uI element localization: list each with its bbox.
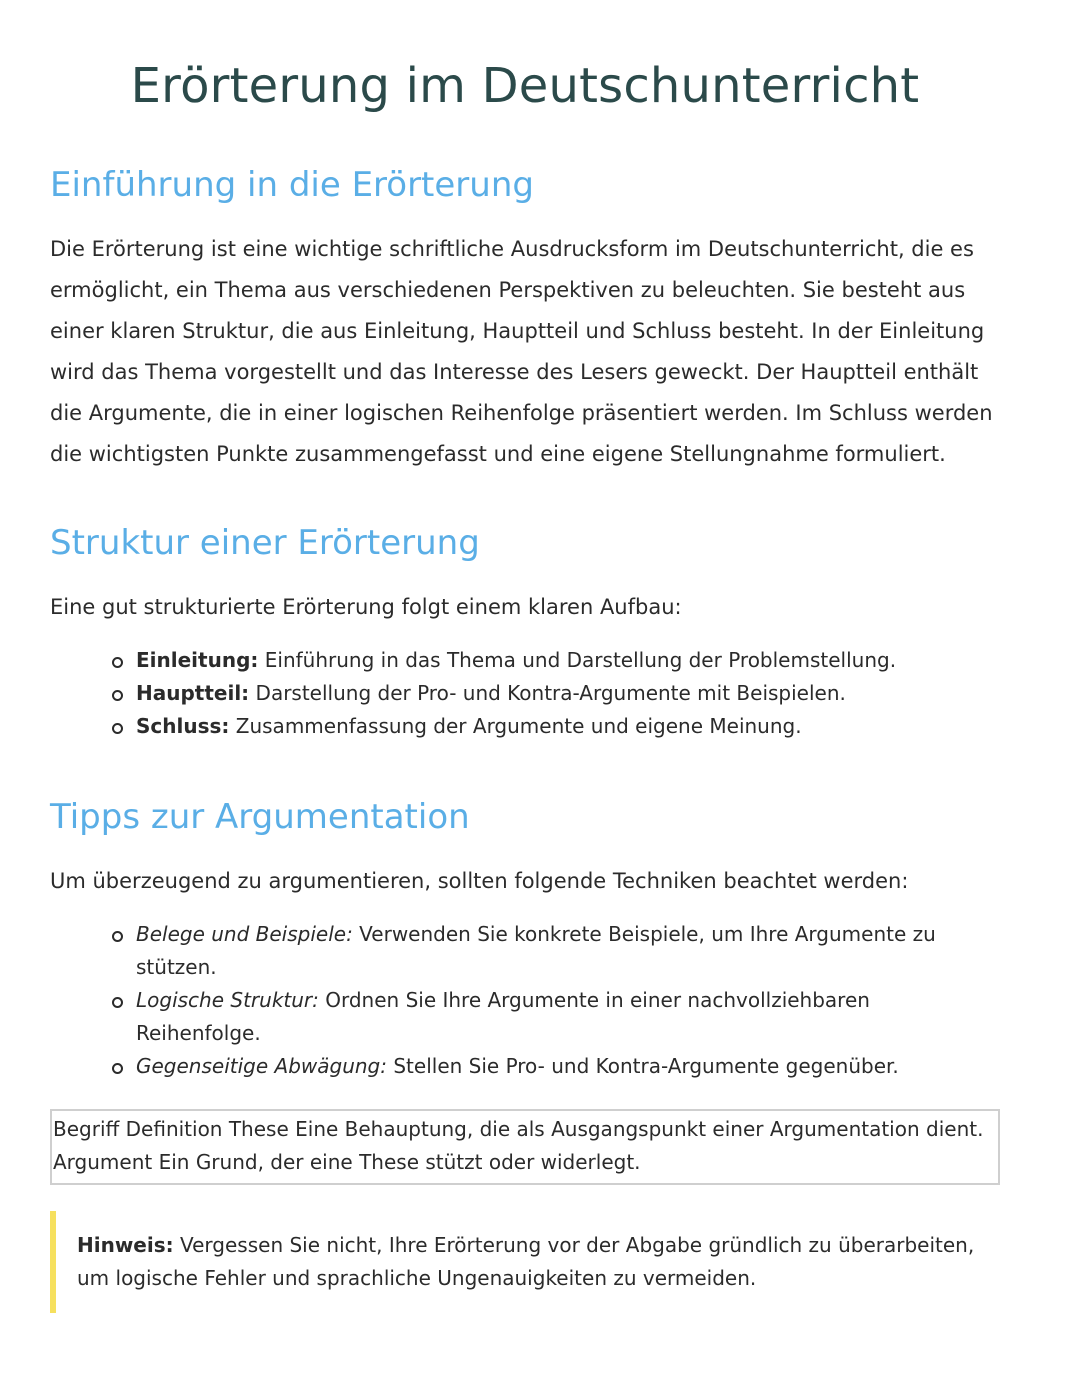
hint-text: Vergessen Sie nicht, Ihre Erörterung vor der Abgabe gründlich zu überarbeiten, um logische Fehler und sprachliche Ungenauigkeiten zu vermeiden.: [77, 1233, 975, 1290]
list-item-text: Darstellung der Pro- und Kontra-Argumente mit Beispielen.: [249, 681, 846, 705]
list-item: [136, 1050, 1000, 1083]
intro-paragraph: Die Erörterung ist eine wichtige schriftliche Ausdrucksform im Deutschunterricht, die es ermöglicht, ein Thema aus verschiedenen Perspektiven zu beleuchten. Sie besteht aus einer klaren Struktur, die aus Einleitung, Hauptteil und Schluss besteht. In der Einleitung wird das Thema vorgestellt und das Interesse des Lesers geweckt. Der Hauptteil enthält die Argumente, die in einer logischen Reihenfolge präsentiert werden. Im Schluss werden die wichtigsten Punkte zusammengefasst und eine eigene Stellungnahme formuliert.: [50, 237, 993, 466]
hint-box: [50, 1211, 1000, 1313]
hint-label: Hinweis:: [77, 1233, 174, 1257]
structure-list: [50, 644, 1000, 743]
tips-intro-paragraph: Um überzeugend zu argumentieren, sollten folgende Techniken beachtet werden:: [50, 869, 909, 893]
structure-heading: Struktur einer Erörterung: [50, 523, 480, 563]
list-item-term: Logische Struktur:: [136, 988, 319, 1012]
structure-intro-paragraph: Eine gut strukturierte Erörterung folgt einem klaren Aufbau:: [50, 595, 682, 619]
list-item-text: Einführung in das Thema und Darstellung der Problemstellung.: [258, 648, 897, 672]
list-item-term: Belege und Beispiele:: [136, 922, 353, 946]
list-item-term: Einleitung:: [136, 648, 259, 672]
list-item: [136, 918, 1000, 984]
list-item-term: Schluss:: [136, 714, 230, 738]
list-item-text: Zusammenfassung der Argumente und eigene Meinung.: [229, 714, 802, 738]
page-title: Erörterung im Deutschunterricht: [130, 58, 920, 114]
tips-list: [50, 918, 1000, 1083]
tips-heading: Tipps zur Argumentation: [50, 797, 470, 837]
intro-heading: Einführung in die Erörterung: [50, 165, 534, 205]
list-item: [136, 984, 1000, 1050]
list-item-text: Verwenden Sie konkrete Beispiele, um Ihre Argumente zu stützen.: [136, 922, 936, 979]
list-item: [136, 644, 1000, 677]
definition-box: Begriff Definition These Eine Behauptung, die als Ausgangspunkt einer Argumentation dient. Argument Ein Grund, der eine These stützt oder widerlegt.: [50, 1109, 1000, 1185]
list-item: [136, 677, 1000, 710]
list-item-term: Hauptteil:: [136, 681, 250, 705]
list-item-text: Stellen Sie Pro- und Kontra-Argumente gegenüber.: [387, 1054, 899, 1078]
list-item-text: Ordnen Sie Ihre Argumente in einer nachvollziehbaren Reihenfolge.: [136, 988, 870, 1045]
list-item: [136, 710, 1000, 743]
list-item-term: Gegenseitige Abwägung:: [136, 1054, 387, 1078]
